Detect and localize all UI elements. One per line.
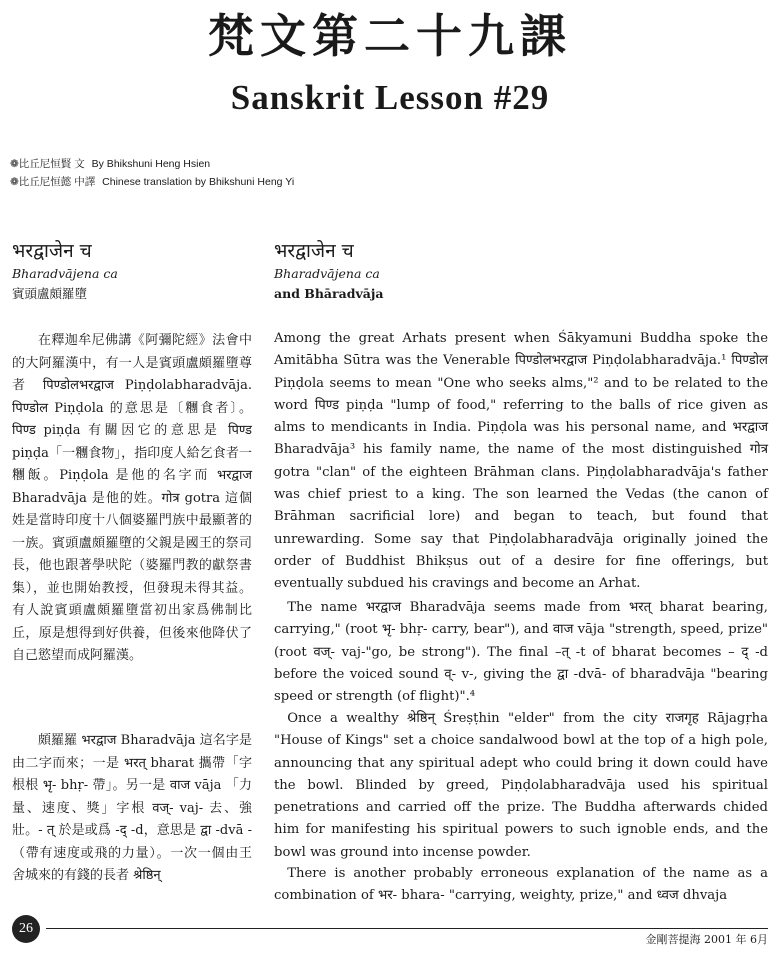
credit-author [10,157,210,171]
left-heading-zh: 賓頭盧頗羅墮 [12,286,88,301]
right-heading-en: and Bhāradvāja [274,286,384,301]
right-paragraph-2: The name भरद्वाज Bharadvāja seems made from भरत् bharat bearing, carrying," (root भृ- bhṛ- carry, bear"), and वाज vāja "strength, speed, prize" (root वज्- vaj-"go, be strong"). The final –त् -t of bharat becomes – द् -d before the voiced sound व्- v-, giving the द्वा -dvā- of bharadvāja "bearing speed or strength (of flight)".⁴ [274,600,768,705]
left-paragraph-1: 在釋迦牟尼佛講《阿彌陀經》法會中的大阿羅漢中，有一人是賓頭盧頗羅墮尊者 पिण्डोलभरद्वाज Piṇḍolabharadvāja. पिण्डोल Piṇḍola 的意思是〔糰食者〕。पिण्ड piṇḍa 有關因它的意思是 पिण्ड piṇḍa「一糰食物」，指印度人給乞食者一糰飯。Piṇḍola 是他的名字而 भरद्वाज Bharadvāja 是他的姓。गोत्र gotra 這個姓是當時印度十八個婆羅門族中最顯著的一族。賓頭盧頗羅墮的父親是國王的祭司長，他也跟著學吠陀（婆羅門教的獻祭書集），並也開始教授，但發現未得其益。有人說賓頭盧頗羅墮當初出家爲佛制比丘，原是想得到好供養，但後來他降伏了自己慾望而成阿羅漢。 [12,333,252,663]
footer-divider [46,928,768,929]
title-english: Sanskrit Lesson #29 [230,78,550,117]
right-paragraph-1: Among the great Arhats present when Śākyamuni Buddha spoke the Amitābha Sūtra was the Venerable पिण्डोलभरद्वाज Piṇḍolabharadvāja.¹ पिण्डोल Piṇḍola seems to mean "One who seeks alms,"² and to be related to the word पिण्ड piṇḍa "lump of food," referring to the balls of rice given as alms to mendicants in India. Piṇḍola was his personal name, and भरद्वाज Bharadvāja³ his family name, the name of the most distinguished गोत्र gotra "clan" of the eighteen Brāhman clans. Piṇḍolabharadvāja's father was chief priest to a king. The son learned the Vedas (the canon of Brāhman sacrificial lore) and began to teach, but found that unrewarding. Some say that Piṇḍolabharadvāja originally joined the order of Buddhist Bhikṣus out of a desire for fine offerings, but eventually subdued his cravings and become an Arhat. [274,331,768,592]
right-column-heading [274,238,768,304]
credit-author-zh: ❁比丘尼恒賢 文 [10,158,85,170]
right-paragraph-3: Once a wealthy श्रेष्ठिन् Śreṣṭhin "elder" from the city राजगृह Rājagṛha "House of Kings" set a choice sandalwood bowl at the top of a high pole, announcing that any spiritual adept who could bring it down could have the bowl. Blinded by greed, Piṇḍolabharadvāja used his spiritual penetrations and carried off the prize. The Buddha afterwards chided him for manifesting his spiritual powers to such ignoble ends, and the bowl was ground into incense powder. [274,711,768,860]
credit-translator-en: Chinese translation by Bhikshuni Heng Yi [102,176,295,188]
left-heading-translit: Bharadvājena ca [12,266,118,281]
right-paragraph-4: There is another probably erroneous explanation of the name as a combination of भर- bhara- "carrying, weighty, prize," and ध्वज dhvaja [274,866,768,904]
left-column-heading [12,238,252,304]
title-chinese: 梵文第二十九課 [208,9,572,63]
credit-translator [10,175,294,189]
right-heading-translit: Bharadvājena ca [274,266,380,281]
left-heading-devanagari: भरद्वाजेन च [12,240,92,262]
right-heading-devanagari: भरद्वाजेन च [274,240,354,262]
credit-translator-zh: ❁比丘尼恒懿 中譯 [10,176,96,188]
journal-name: 金剛菩提海 2001 年 6月 [645,933,768,946]
page-number: 26 [12,915,40,943]
left-paragraph-2: 頗羅羅 भरद्वाज Bharadvāja 這名字是由二字而來；一是 भरत् bharat 攜帶「字根根 भृ- bhṛ- 帶」。另一是 वाज vāja 「力量、速度、獎」字根 वज्- vaj- 去、強壯。- त् 於是或爲 -द् -d，意思是 द्वा -dvā -（帶有速度或飛的力量）。一次一個由王舍城來的有錢的長者 श्रेष्ठिन् [12,733,252,883]
credit-author-en: By Bhikshuni Heng Hsien [91,158,211,170]
